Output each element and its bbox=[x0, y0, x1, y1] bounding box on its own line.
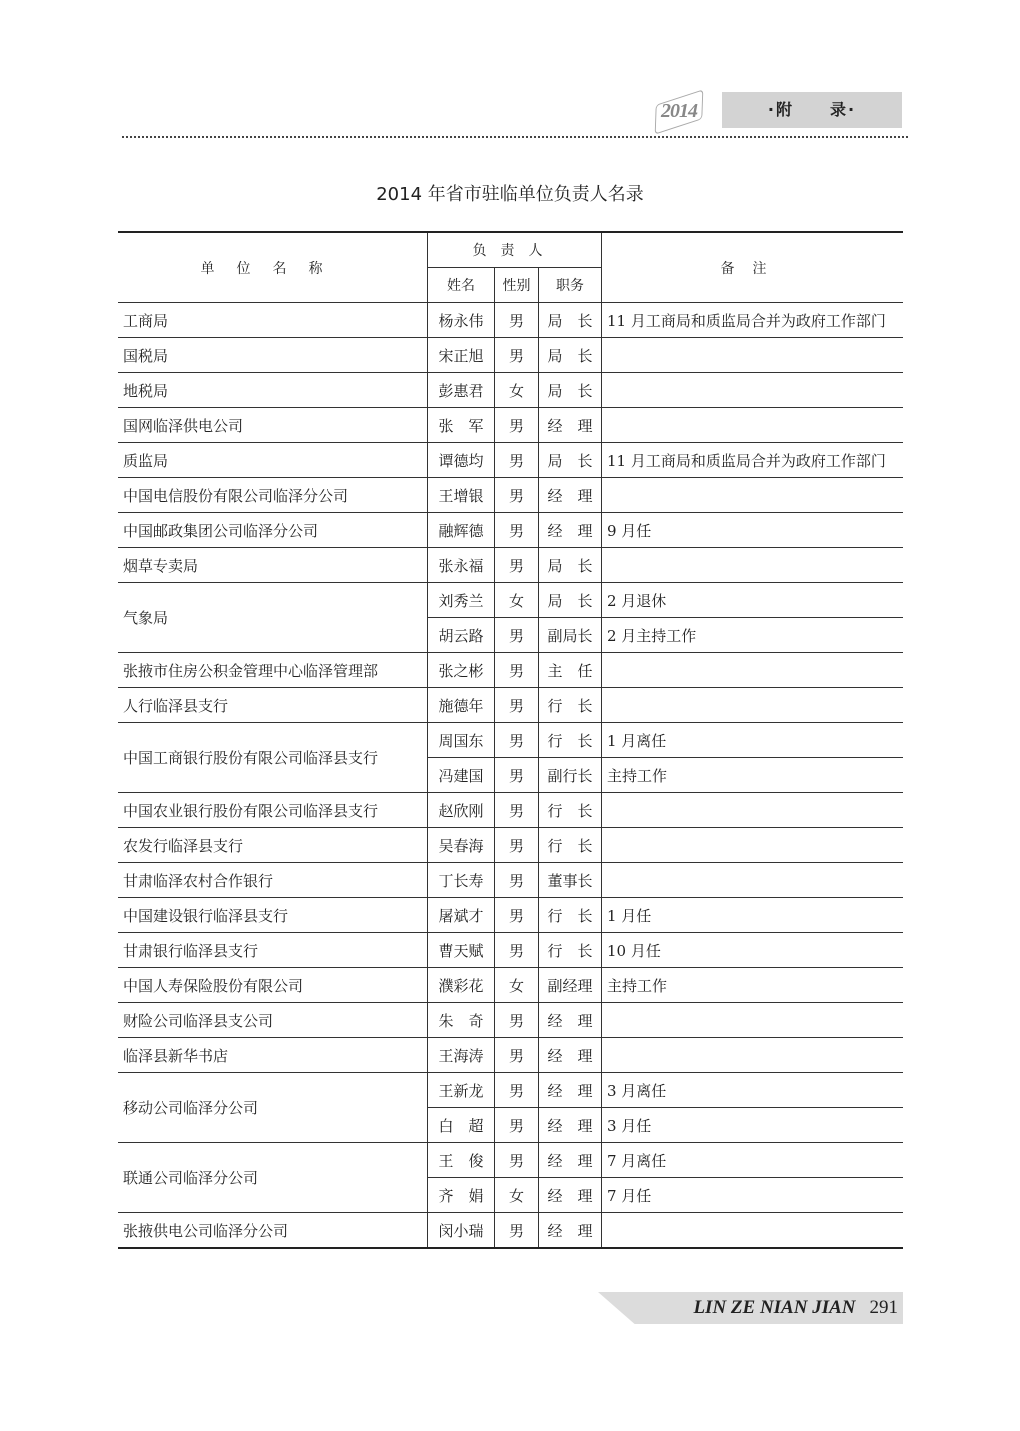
position-cell: 经 理 bbox=[539, 1143, 602, 1178]
unit-cell: 中国建设银行临泽县支行 bbox=[118, 898, 428, 933]
remark-cell bbox=[602, 478, 904, 513]
table-row bbox=[118, 653, 903, 688]
position-cell: 副经理 bbox=[539, 968, 602, 1003]
name-cell: 白 超 bbox=[428, 1108, 495, 1143]
position-cell: 行 长 bbox=[539, 723, 602, 758]
name-cell: 融辉德 bbox=[428, 513, 495, 548]
header-position: 职务 bbox=[539, 268, 602, 303]
table-row bbox=[118, 478, 903, 513]
gender-cell: 男 bbox=[495, 863, 539, 898]
name-cell: 齐 娟 bbox=[428, 1178, 495, 1213]
page-number: 291 bbox=[869, 1297, 898, 1318]
position-cell: 主 任 bbox=[539, 653, 602, 688]
unit-cell: 地税局 bbox=[118, 373, 428, 408]
unit-cell: 移动公司临泽分公司 bbox=[118, 1073, 428, 1143]
gender-cell: 男 bbox=[495, 618, 539, 653]
remark-cell: 9 月任 bbox=[602, 513, 904, 548]
name-cell: 张 军 bbox=[428, 408, 495, 443]
gender-cell: 男 bbox=[495, 513, 539, 548]
remark-cell bbox=[602, 863, 904, 898]
unit-cell: 中国人寿保险股份有限公司 bbox=[118, 968, 428, 1003]
name-cell: 丁长寿 bbox=[428, 863, 495, 898]
gender-cell: 男 bbox=[495, 1038, 539, 1073]
table-row bbox=[118, 303, 903, 338]
position-cell: 行 长 bbox=[539, 898, 602, 933]
position-cell: 行 长 bbox=[539, 793, 602, 828]
name-cell: 张永福 bbox=[428, 548, 495, 583]
name-cell: 胡云路 bbox=[428, 618, 495, 653]
name-cell: 冯建国 bbox=[428, 758, 495, 793]
name-cell: 朱 奇 bbox=[428, 1003, 495, 1038]
gender-cell: 男 bbox=[495, 1213, 539, 1249]
remark-cell bbox=[602, 828, 904, 863]
table-row bbox=[118, 793, 903, 828]
journal-name: LIN ZE NIAN JIAN bbox=[693, 1297, 856, 1318]
remark-cell bbox=[602, 793, 904, 828]
gender-cell: 男 bbox=[495, 758, 539, 793]
position-cell: 经 理 bbox=[539, 1108, 602, 1143]
position-cell: 行 长 bbox=[539, 688, 602, 723]
unit-cell: 国税局 bbox=[118, 338, 428, 373]
footer bbox=[640, 1293, 898, 1323]
name-cell: 张之彬 bbox=[428, 653, 495, 688]
name-cell: 濮彩花 bbox=[428, 968, 495, 1003]
gender-cell: 男 bbox=[495, 828, 539, 863]
remark-cell bbox=[602, 373, 904, 408]
name-cell: 宋正旭 bbox=[428, 338, 495, 373]
unit-cell: 人行临泽县支行 bbox=[118, 688, 428, 723]
table-row bbox=[118, 688, 903, 723]
header-name: 姓名 bbox=[428, 268, 495, 303]
name-cell: 王海涛 bbox=[428, 1038, 495, 1073]
table-row bbox=[118, 513, 903, 548]
table-row bbox=[118, 968, 903, 1003]
gender-cell: 女 bbox=[495, 968, 539, 1003]
unit-cell: 工商局 bbox=[118, 303, 428, 338]
year-badge: 2014 bbox=[648, 96, 710, 126]
gender-cell: 男 bbox=[495, 1143, 539, 1178]
position-cell: 局 长 bbox=[539, 303, 602, 338]
gender-cell: 男 bbox=[495, 1003, 539, 1038]
gender-cell: 男 bbox=[495, 443, 539, 478]
gender-cell: 男 bbox=[495, 478, 539, 513]
header-gender: 性别 bbox=[495, 268, 539, 303]
remark-cell: 10 月任 bbox=[602, 933, 904, 968]
position-cell: 局 长 bbox=[539, 443, 602, 478]
position-cell: 经 理 bbox=[539, 1213, 602, 1249]
gender-cell: 男 bbox=[495, 793, 539, 828]
name-cell: 屠斌才 bbox=[428, 898, 495, 933]
remark-cell bbox=[602, 653, 904, 688]
remark-cell: 2 月退休 bbox=[602, 583, 904, 618]
unit-cell: 张掖市住房公积金管理中心临泽管理部 bbox=[118, 653, 428, 688]
remark-cell: 11 月工商局和质监局合并为政府工作部门 bbox=[602, 303, 904, 338]
gender-cell: 男 bbox=[495, 408, 539, 443]
roster-table bbox=[118, 231, 903, 1249]
gender-cell: 男 bbox=[495, 338, 539, 373]
remark-cell bbox=[602, 548, 904, 583]
position-cell: 经 理 bbox=[539, 408, 602, 443]
remark-cell bbox=[602, 338, 904, 373]
section-label: ·附 录· bbox=[722, 92, 902, 128]
unit-cell: 气象局 bbox=[118, 583, 428, 653]
position-cell: 局 长 bbox=[539, 338, 602, 373]
position-cell: 经 理 bbox=[539, 1178, 602, 1213]
unit-cell: 国网临泽供电公司 bbox=[118, 408, 428, 443]
unit-cell: 农发行临泽县支行 bbox=[118, 828, 428, 863]
header-unit: 单位名称 bbox=[118, 232, 428, 303]
name-cell: 曹天赋 bbox=[428, 933, 495, 968]
name-cell: 彭惠君 bbox=[428, 373, 495, 408]
gender-cell: 女 bbox=[495, 1178, 539, 1213]
unit-cell: 中国电信股份有限公司临泽分公司 bbox=[118, 478, 428, 513]
table-row bbox=[118, 373, 903, 408]
position-cell: 行 长 bbox=[539, 828, 602, 863]
position-cell: 经 理 bbox=[539, 1038, 602, 1073]
position-cell: 董事长 bbox=[539, 863, 602, 898]
table-row bbox=[118, 583, 903, 618]
unit-cell: 临泽县新华书店 bbox=[118, 1038, 428, 1073]
unit-cell: 财险公司临泽县支公司 bbox=[118, 1003, 428, 1038]
header-divider bbox=[122, 136, 908, 140]
table-row bbox=[118, 1073, 903, 1108]
remark-cell bbox=[602, 1213, 904, 1249]
position-cell: 局 长 bbox=[539, 548, 602, 583]
gender-cell: 男 bbox=[495, 688, 539, 723]
name-cell: 吴春海 bbox=[428, 828, 495, 863]
remark-cell: 3 月任 bbox=[602, 1108, 904, 1143]
name-cell: 赵欣刚 bbox=[428, 793, 495, 828]
gender-cell: 男 bbox=[495, 548, 539, 583]
name-cell: 杨永伟 bbox=[428, 303, 495, 338]
name-cell: 周国东 bbox=[428, 723, 495, 758]
position-cell: 行 长 bbox=[539, 933, 602, 968]
remark-cell: 1 月离任 bbox=[602, 723, 904, 758]
position-cell: 局 长 bbox=[539, 373, 602, 408]
unit-cell: 甘肃临泽农村合作银行 bbox=[118, 863, 428, 898]
table-row bbox=[118, 1038, 903, 1073]
position-cell: 副行长 bbox=[539, 758, 602, 793]
position-cell: 经 理 bbox=[539, 1003, 602, 1038]
position-cell: 副局长 bbox=[539, 618, 602, 653]
header-responsible: 负责人 bbox=[428, 232, 602, 268]
gender-cell: 男 bbox=[495, 1073, 539, 1108]
unit-cell: 中国工商银行股份有限公司临泽县支行 bbox=[118, 723, 428, 793]
table-row bbox=[118, 408, 903, 443]
table-row bbox=[118, 1143, 903, 1178]
remark-cell: 主持工作 bbox=[602, 968, 904, 1003]
position-cell: 经 理 bbox=[539, 1073, 602, 1108]
gender-cell: 女 bbox=[495, 583, 539, 618]
roster-body bbox=[118, 303, 903, 1249]
gender-cell: 男 bbox=[495, 303, 539, 338]
remark-cell: 7 月任 bbox=[602, 1178, 904, 1213]
unit-cell: 烟草专卖局 bbox=[118, 548, 428, 583]
page-title: 2014 年省市驻临单位负责人名录 bbox=[376, 184, 644, 205]
remark-cell: 3 月离任 bbox=[602, 1073, 904, 1108]
remark-cell bbox=[602, 688, 904, 723]
unit-cell: 甘肃银行临泽县支行 bbox=[118, 933, 428, 968]
gender-cell: 男 bbox=[495, 898, 539, 933]
remark-cell bbox=[602, 408, 904, 443]
name-cell: 谭德均 bbox=[428, 443, 495, 478]
remark-cell: 7 月离任 bbox=[602, 1143, 904, 1178]
header-remark: 备注 bbox=[602, 232, 904, 303]
remark-cell: 1 月任 bbox=[602, 898, 904, 933]
position-cell: 局 长 bbox=[539, 583, 602, 618]
table-row bbox=[118, 1213, 903, 1249]
gender-cell: 男 bbox=[495, 1108, 539, 1143]
name-cell: 王增银 bbox=[428, 478, 495, 513]
unit-cell: 中国农业银行股份有限公司临泽县支行 bbox=[118, 793, 428, 828]
remark-cell: 主持工作 bbox=[602, 758, 904, 793]
table-row bbox=[118, 863, 903, 898]
unit-cell: 联通公司临泽分公司 bbox=[118, 1143, 428, 1213]
unit-cell: 中国邮政集团公司临泽分公司 bbox=[118, 513, 428, 548]
position-cell: 经 理 bbox=[539, 478, 602, 513]
remark-cell bbox=[602, 1003, 904, 1038]
position-cell: 经 理 bbox=[539, 513, 602, 548]
remark-cell bbox=[602, 1038, 904, 1073]
gender-cell: 男 bbox=[495, 723, 539, 758]
table-row bbox=[118, 548, 903, 583]
name-cell: 施德年 bbox=[428, 688, 495, 723]
remark-cell: 2 月主持工作 bbox=[602, 618, 904, 653]
gender-cell: 女 bbox=[495, 373, 539, 408]
table-row bbox=[118, 828, 903, 863]
name-cell: 王 俊 bbox=[428, 1143, 495, 1178]
table-row bbox=[118, 898, 903, 933]
gender-cell: 男 bbox=[495, 933, 539, 968]
table-row bbox=[118, 338, 903, 373]
table-row bbox=[118, 443, 903, 478]
remark-cell: 11 月工商局和质监局合并为政府工作部门 bbox=[602, 443, 904, 478]
table-row bbox=[118, 723, 903, 758]
unit-cell: 质监局 bbox=[118, 443, 428, 478]
table-row bbox=[118, 933, 903, 968]
gender-cell: 男 bbox=[495, 653, 539, 688]
unit-cell: 张掖供电公司临泽分公司 bbox=[118, 1213, 428, 1249]
table-row bbox=[118, 1003, 903, 1038]
name-cell: 王新龙 bbox=[428, 1073, 495, 1108]
name-cell: 闵小瑞 bbox=[428, 1213, 495, 1249]
name-cell: 刘秀兰 bbox=[428, 583, 495, 618]
